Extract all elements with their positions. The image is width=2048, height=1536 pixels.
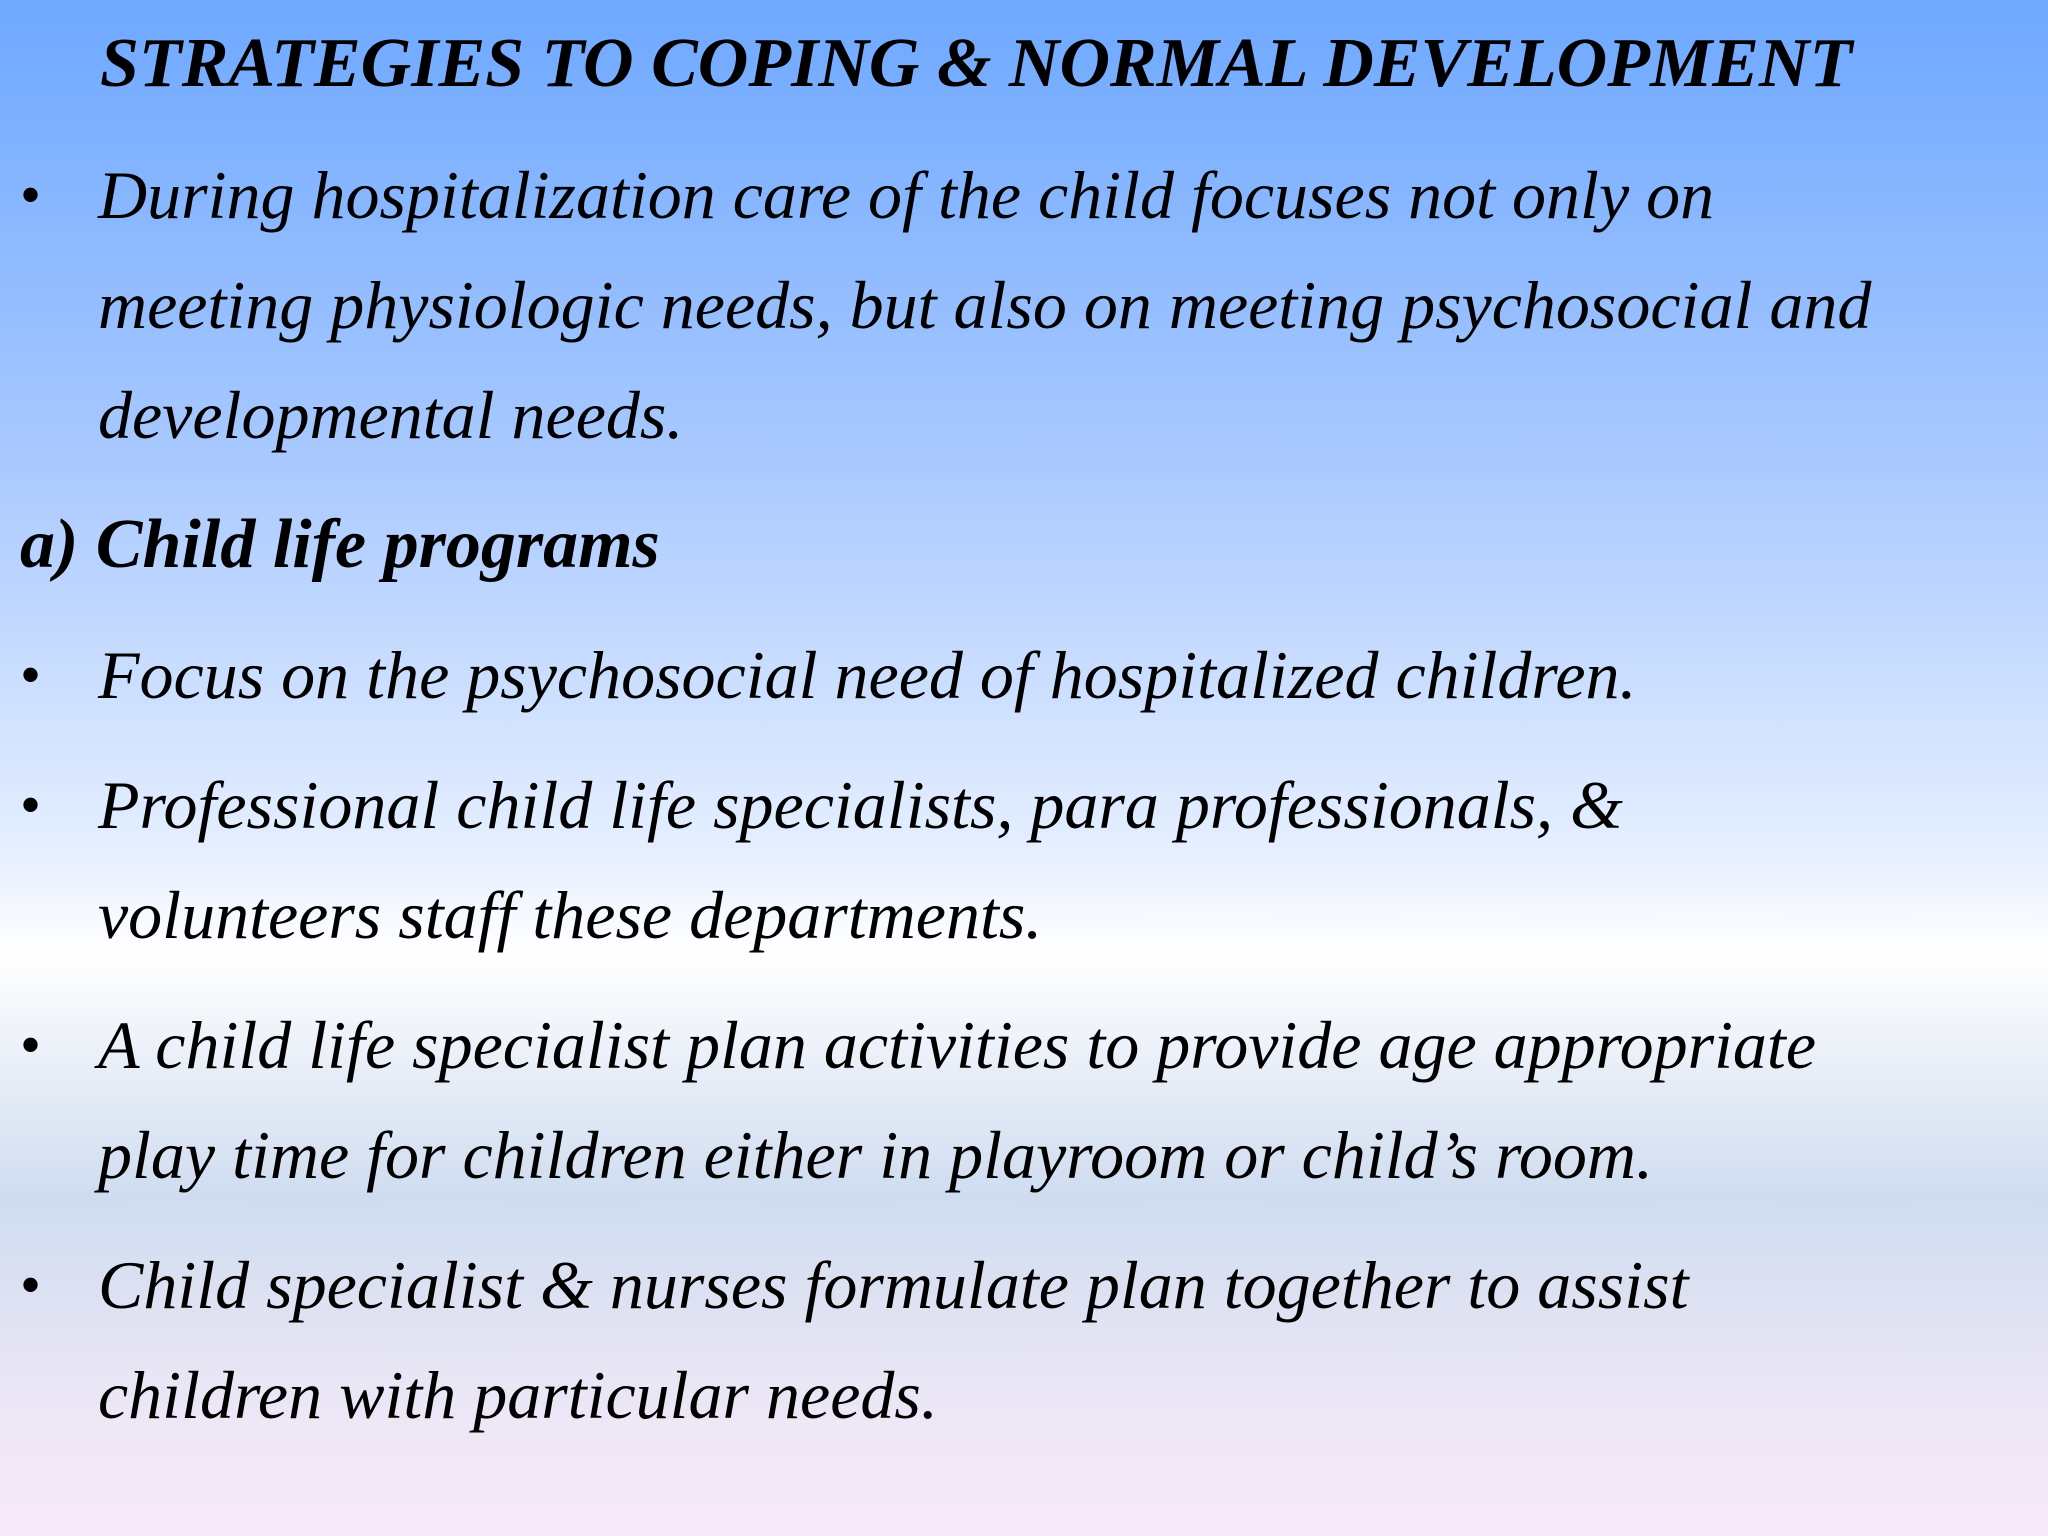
bullet-marker: • <box>20 162 42 228</box>
bullet-marker: • <box>20 1012 42 1078</box>
bullet-text: Child specialist & nurses formulate plan together to assist children with particular needs. <box>98 1247 1689 1433</box>
intro-bullet-text: During hospitalization care of the child focuses not only on meeting physiologic needs, but also on meeting psychosocial and developmental needs. <box>98 157 1872 453</box>
bullet-marker: • <box>20 772 42 838</box>
bullet-text: Focus on the psychosocial need of hospitalized children. <box>98 637 1637 713</box>
bullet-marker: • <box>20 642 42 708</box>
bullet-text: Professional child life specialists, para professionals, & volunteers staff these departments. <box>98 767 1623 953</box>
bullet-marker: • <box>20 1252 42 1318</box>
bullet-text: A child life specialist plan activities to provide age appropriate play time for children either in playroom or child’s room. <box>98 1007 1816 1193</box>
slide-title: STRATEGIES TO COPING & NORMAL DEVELOPMENT <box>100 25 1853 102</box>
section-subheading: a) Child life programs <box>20 506 660 583</box>
